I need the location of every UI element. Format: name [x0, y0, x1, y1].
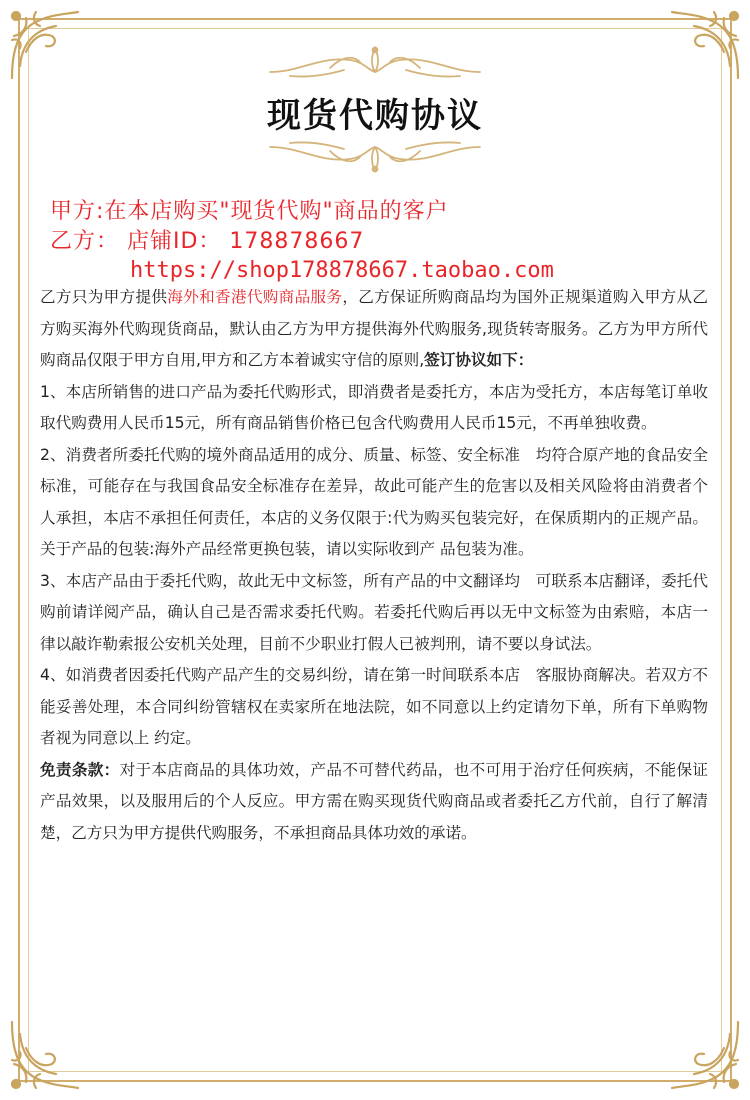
intro-text-2: ，乙方保证所购商品均为国外正规渠道购入甲方从乙方购买海外代购现货商品，默认由乙方为甲方提供海外代购服务,现货转寄服务。乙方为甲方所代购商品仅限于甲方自用,甲方和乙方本着诚实守信的原则,	[40, 288, 708, 369]
clause-4: 4、如消费者因委托代购产品产生的交易纠纷，请在第一时间联系本店 客服协商解决。若双方不能妥善处理，本合同纠纷管辖权在卖家所在地法院，如不同意以上约定请勿下单，所有下单购物者视为同意以上 约定。	[40, 666, 708, 747]
disclaimer-paragraph	[40, 755, 708, 850]
ornament-corner-icon	[6, 1016, 84, 1094]
intro-bold-end: 签订协议如下：	[424, 351, 534, 369]
agreement-body	[40, 282, 708, 849]
ornament-scroll-icon	[260, 42, 490, 82]
ornament-corner-icon	[666, 1016, 744, 1094]
party-a-line: 甲方:在本店购买"现货代购"商品的客户	[50, 199, 449, 224]
ornament-corner-icon	[666, 6, 744, 84]
intro-paragraph	[40, 282, 708, 377]
party-b-line: 乙方： 店铺ID： 178878667	[50, 229, 365, 254]
shop-url[interactable]: https://shop178878667.taobao.com	[130, 258, 554, 283]
disclaimer-text: 对于本店商品的具体功效，产品不可替代药品，也不可用于治疗任何疾病，不能保证产品效果，以及服用后的个人反应。甲方需在购买现货代购商品或者委托乙方代前，自行了解清楚，乙方只为甲方提供代购服务，不承担商品具体功效的承诺。	[40, 760, 708, 842]
clause-2: 2、消费者所委托代购的境外商品适用的成分、质量、标签、安全标准 均符合原产地的食品安全标准，可能存在与我国食品安全标准存在差异，故此可能产生的危害以及相关风险将由消费者个人承担，本店不承担任何责任，本店的义务仅限于:代为购买包装完好，在保质期内的正规产品。关于产品的包装:海外产品经常更换包装，请以实际收到产 品包装为准。	[40, 445, 708, 558]
ornament-scroll-icon	[260, 137, 490, 177]
disclaimer-label: 免责条款：	[40, 760, 120, 779]
ornament-corner-icon	[6, 6, 84, 84]
clause-1: 1、本店所销售的进口产品为委托代购形式，即消费者是委托方，本店为受托方，本店每笔订单收取代购费用人民币15元，所有商品销售价格已包含代购费用人民币15元，不再单独收费。	[40, 382, 708, 432]
intro-text-1: 乙方只为甲方提供	[40, 288, 168, 306]
clause-3: 3、本店产品由于委托代购，故此无中文标签，所有产品的中文翻译均 可联系本店翻译，委托代购前请详阅产品，确认自己是否需求委托代购。若委托代购后再以无中文标签为由索赔，本店一律以敲诈勒索报公安机关处理，目前不少职业打假人已被判刑，请不要以身试法。	[40, 571, 708, 653]
intro-highlight: 海外和香港代购商品服务	[167, 288, 343, 306]
page-title: 现货代购协议	[267, 96, 483, 136]
